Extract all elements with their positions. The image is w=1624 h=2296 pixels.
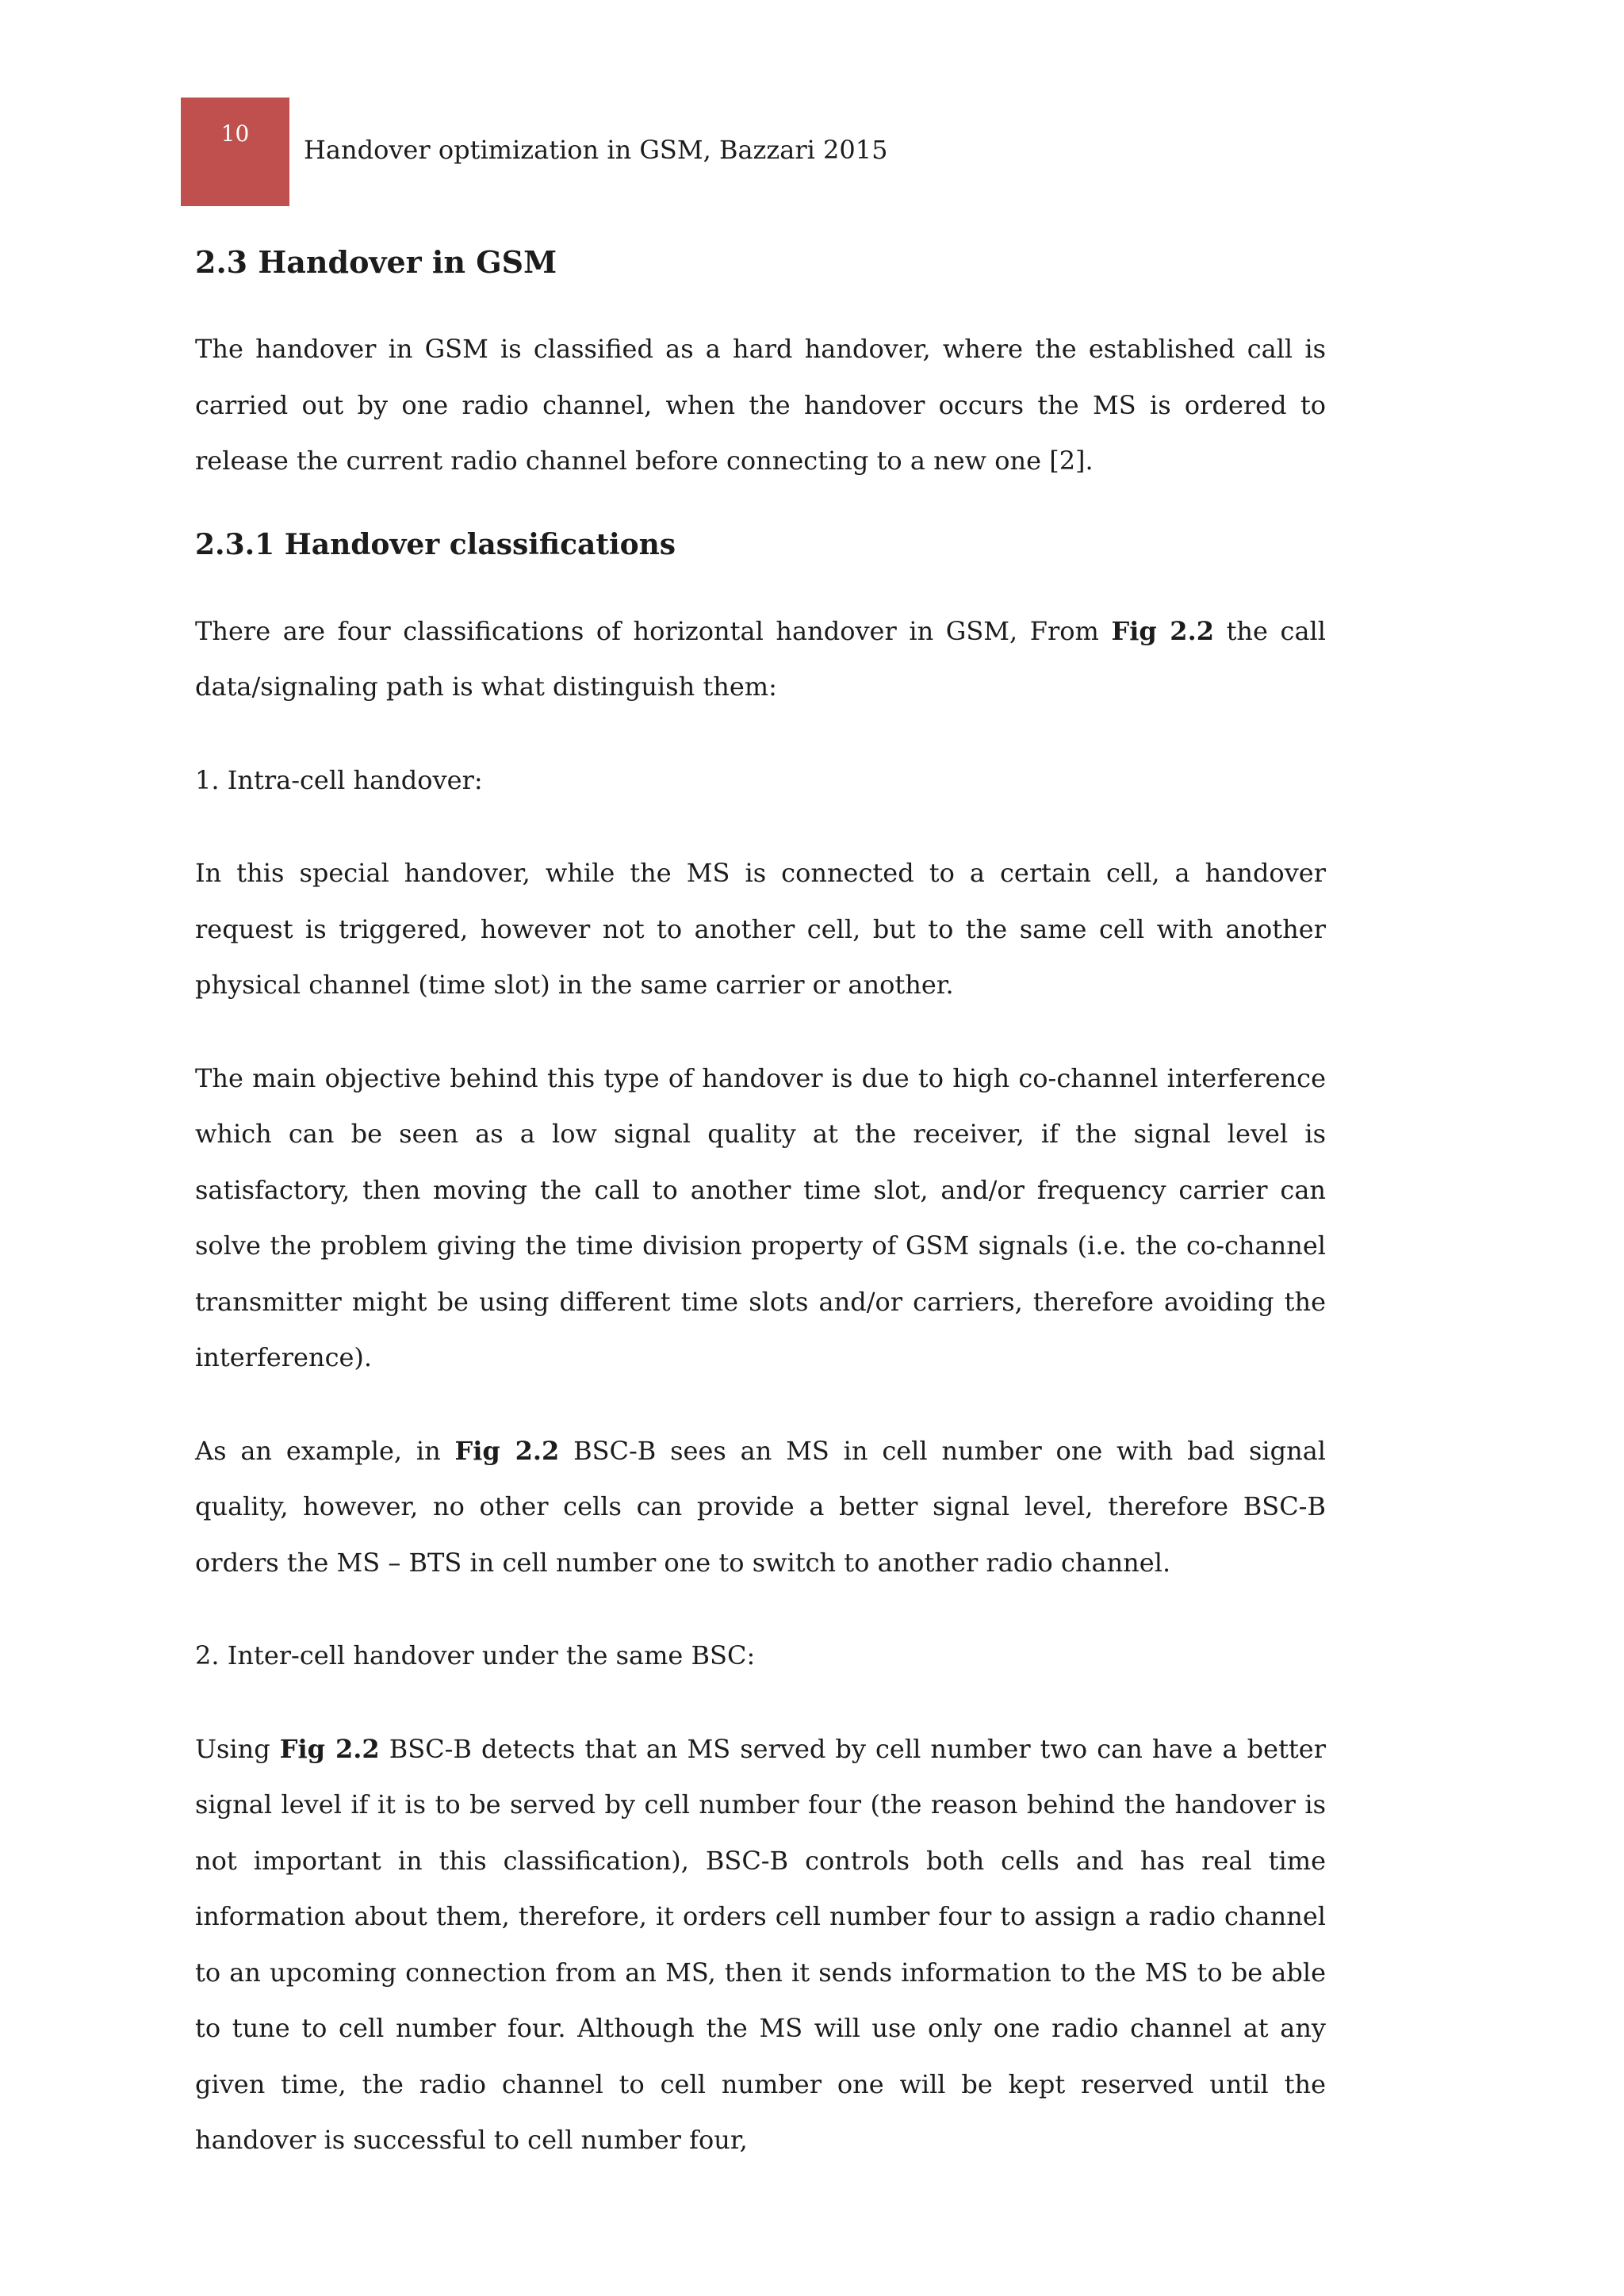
subsection-heading: 2.3.1 Handover classifications: [195, 527, 676, 561]
running-header: Handover optimization in GSM, Bazzari 2015: [304, 135, 888, 165]
page-body: [195, 243, 1326, 2168]
text-run: Using: [195, 1733, 280, 1764]
section-heading: 2.3 Handover in GSM: [195, 244, 557, 280]
text-run: As an example, in: [195, 1435, 455, 1466]
list-item-label-inter-cell: 2. Inter-cell handover under the same BSC:: [195, 1640, 756, 1671]
intra-cell-example-paragraph: [195, 1423, 1326, 1591]
subsection-intro-paragraph: [195, 603, 1326, 715]
intra-cell-paragraph-2: The main objective behind this type of handover is due to high co-channel interference which can be seen as a low signal quality at the receiver, if the signal level is satisfactory, then moving the call to another time slot, and/or frequency carrier can solve the problem giving the time division property of GSM signals (i.e. the co-channel transmitter might be using different time slots and/or carriers, therefore avoiding the interference).: [195, 1062, 1326, 1373]
list-item-label-intra-cell: 1. Intra-cell handover:: [195, 764, 483, 795]
page-number: 10: [220, 121, 250, 147]
figure-reference: Fig 2.2: [454, 1435, 560, 1466]
figure-reference: Fig 2.2: [1111, 615, 1214, 646]
figure-reference: Fig 2.2: [279, 1733, 380, 1764]
intra-cell-paragraph-1: In this special handover, while the MS is connected to a certain cell, a handover request is triggered, however not to another cell, but to the same cell with another physical channel (time slot) in the same carrier or another.: [195, 858, 1326, 1001]
text-run: the call data/signaling path is what distinguish them:: [195, 615, 1327, 702]
text-run: BSC-B detects that an MS served by cell number two can have a better signal level if it is to be served by cell number four (the reason behind the handover is not important in this classification), BSC-B controls both cells and has real time information about them, therefore, it orders cell number four to assign a radio channel to an upcoming connection from an MS, then it sends information to the MS to be able to tune to cell number four. Although the MS will use only one radio channel at any given time, the radio channel to cell number one will be kept reserved until the handover is successful to cell number four,: [195, 1733, 1327, 2156]
text-run: There are four classifications of horizontal handover in GSM, From: [195, 615, 1112, 646]
inter-cell-paragraph-1: [195, 1721, 1326, 2168]
section-intro-paragraph: The handover in GSM is classified as a hard handover, where the established call is carried out by one radio channel, when the handover occurs the MS is ordered to release the current radio channel before connecting to a new one [2].: [195, 334, 1326, 476]
text-run: BSC-B sees an MS in cell number one with bad signal quality, however, no other cells can provide a better signal level, therefore BSC-B orders the MS – BTS in cell number one to switch to another radio channel.: [195, 1435, 1326, 1578]
page-number-box: [181, 98, 289, 206]
